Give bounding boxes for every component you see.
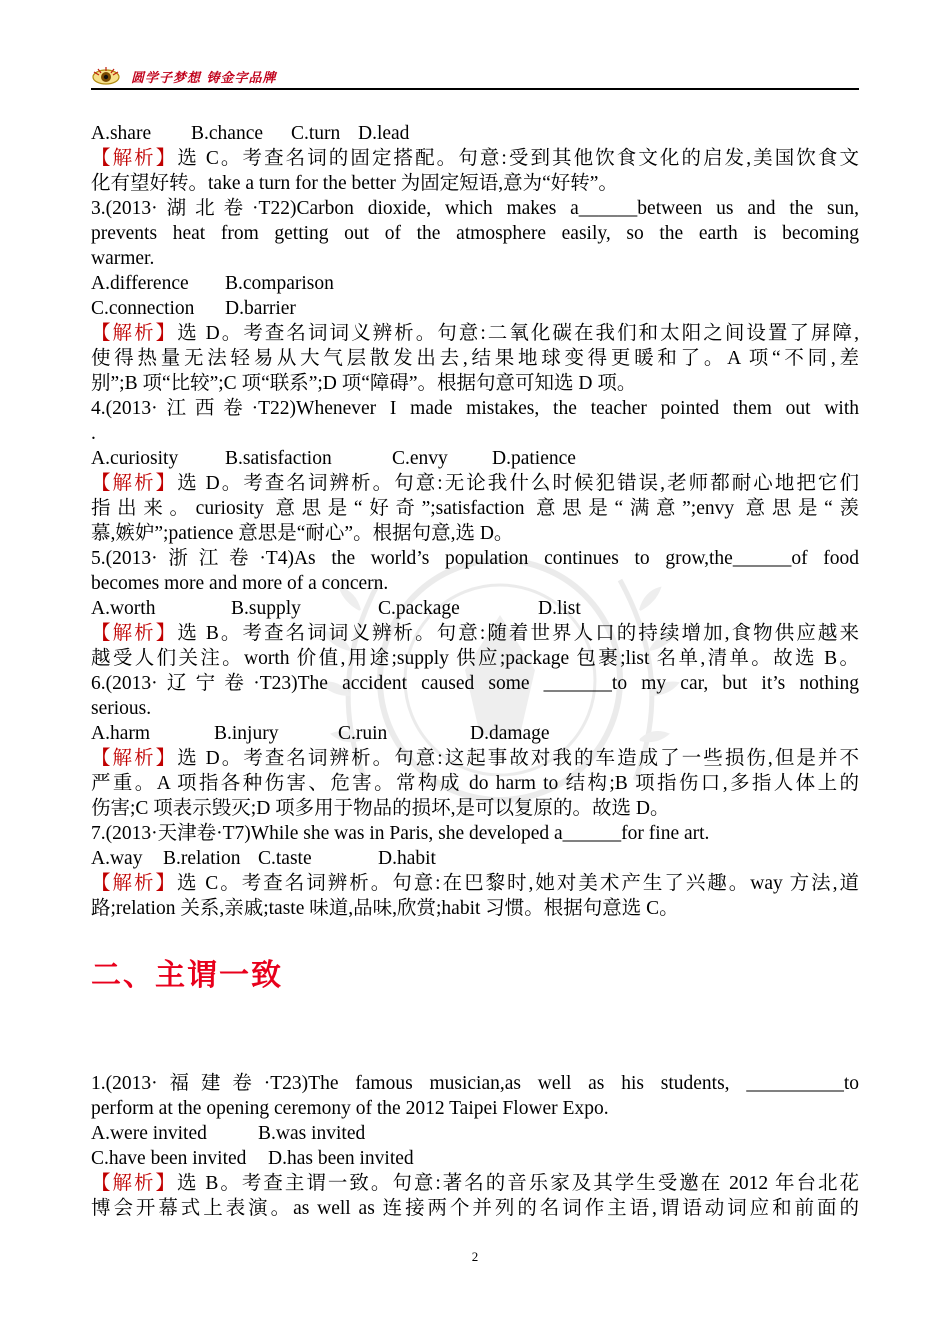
page-header [91,64,859,90]
text-line: perform at the opening ceremony of the 2012 Taipei Flower Expo. [91,1098,609,1119]
answer-option: C.taste [258,848,312,869]
options-line [91,721,859,746]
text-line: becomes more and more of a concern. [91,573,389,594]
text-line: 5.(2013·浙江卷·T4)As the world’s population continues to grow,the______of food [91,548,859,569]
analysis-tag: 【解析】 [91,748,178,769]
exercise-section-nouns [91,121,859,921]
text-line: 路;relation 关系,亲戚;taste 味道,品味,欣赏;habit 习惯。根据句意选 C。 [91,898,679,919]
answer-option: D.habit [378,848,436,869]
answer-option: C.turn [291,123,341,144]
answer-option: D.patience [492,448,576,469]
answer-option: B.was invited [258,1123,366,1144]
analysis-tag: 【解析】 [91,473,178,494]
answer-option: C.envy [392,448,448,469]
answer-option: B.satisfaction [225,448,332,469]
analysis-line [91,621,859,646]
options-line [91,596,859,621]
exercise-section-agreement [91,1071,859,1221]
answer-option: B.comparison [225,273,334,294]
text-line: 4.(2013·江西卷·T22)Whenever I made mistakes, the teacher pointed them out with [91,398,859,419]
answer-option: D.damage [470,723,550,744]
answer-option: B.chance [191,123,264,144]
answer-option: C.have been invited [91,1148,247,1169]
page-number: 2 [471,1249,479,1264]
text-line: 7.(2013·天津卷·T7)While she was in Paris, she developed a______for fine art. [91,823,710,844]
analysis-text: 选 D。考查名词辨析。句意:无论我什么时候犯错误,老师都耐心地把它们 [177,473,859,494]
answer-option: A.harm [91,723,151,744]
answer-option: A.way [91,848,143,869]
text-line: prevents heat from getting out of the atmosphere easily, so the earth is becoming [91,223,859,244]
answer-option: D.has been invited [268,1148,414,1169]
answer-option: A.difference [91,273,189,294]
analysis-tag: 【解析】 [91,873,177,894]
analysis-line [91,471,859,496]
section-heading: 二、主谓一致 [91,958,283,993]
analysis-tag: 【解析】 [91,1173,177,1194]
answer-option: C.package [378,598,460,619]
eye-logo-icon [91,66,121,86]
text-line: 伤害;C 项表示毁灭;D 项多用于物品的损坏,是可以复原的。故选 D。 [91,798,670,819]
analysis-line [91,746,859,771]
answer-option: D.list [538,598,581,619]
text-line: 化有望好转。take a turn for the better 为固定短语,意为“好转”。 [91,173,618,194]
text-line: 3.(2013·湖北卷·T22)Carbon dioxide, which makes a______between us and the sun, [91,198,859,219]
analysis-text: 选 C。考查名词的固定搭配。句意:受到其他饮食文化的启发,美国饮食文 [177,148,859,169]
answer-option: A.were invited [91,1123,207,1144]
analysis-text: 选 D。考查名词辨析。句意:这起事故对我的车造成了一些损伤,但是并不 [177,748,859,769]
analysis-line [91,321,859,346]
header-slogan: 圆学子梦想 铸金字品牌 [131,71,277,86]
analysis-line [91,146,859,171]
answer-option: B.injury [214,723,279,744]
answer-option: D.barrier [225,298,296,319]
options-line [91,446,859,471]
analysis-text: 选 B。考查主谓一致。句意:著名的音乐家及其学生受邀在 2012 年台北花 [177,1173,859,1194]
text-line: . [91,423,96,444]
answer-option: C.connection [91,298,195,319]
answer-option: D.lead [358,123,410,144]
options-line [91,296,859,321]
answer-option: A.share [91,123,152,144]
text-line: 慕,嫉妒”;patience 意思是“耐心”。根据句意,选 D。 [91,523,514,544]
text-line: warmer. [91,248,155,269]
text-line: 别”;B 项“比较”;C 项“联系”;D 项“障碍”。根据句意可知选 D 项。 [91,373,637,394]
options-line [91,1121,859,1146]
analysis-line [91,871,859,896]
options-line [91,846,859,871]
answer-option: A.curiosity [91,448,179,469]
text-line: 指出来。curiosity 意思是“好奇”;satisfaction 意思是“满意”;envy 意思是“羡 [91,498,859,519]
analysis-text: 选 B。考查名词词义辨析。句意:随着世界人口的持续增加,食物供应越来 [177,623,859,644]
text-line: 严重。A 项指各种伤害、危害。常构成 do harm to 结构;B 项指伤口,多指人体上的 [91,773,859,794]
analysis-tag: 【解析】 [91,323,178,344]
answer-option: C.ruin [338,723,388,744]
text-line: serious. [91,698,152,719]
text-line: 越受人们关注。worth 价值,用途;supply 供应;package 包裹;list 名单,清单。故选 B。 [91,648,859,669]
analysis-line [91,1171,859,1196]
text-line: 6.(2013·辽宁卷·T23)The accident caused some _______to my car, but it’s nothing [91,673,859,694]
analysis-text: 选 D。考查名词词义辨析。句意:二氧化碳在我们和太阳之间设置了屏障, [177,323,859,344]
options-line [91,271,859,296]
answer-option: B.relation [163,848,241,869]
answer-option: B.supply [231,598,301,619]
analysis-text: 选 C。考查名词辨析。句意:在巴黎时,她对美术产生了兴趣。way 方法,道 [176,873,859,894]
header-divider [91,88,859,90]
options-line [91,1146,859,1171]
answer-option: A.worth [91,598,156,619]
options-line [91,121,859,146]
analysis-tag: 【解析】 [91,148,178,169]
text-line: 使得热量无法轻易从大气层散发出去,结果地球变得更暖和了。A 项“不同,差 [91,348,859,369]
text-line: 博会开幕式上表演。as well as 连接两个并列的名词作主语,谓语动词应和前面的 [91,1198,859,1219]
analysis-tag: 【解析】 [91,623,178,644]
text-line: 1.(2013·福建卷·T23)The famous musician,as well as his students, __________to [91,1073,859,1094]
